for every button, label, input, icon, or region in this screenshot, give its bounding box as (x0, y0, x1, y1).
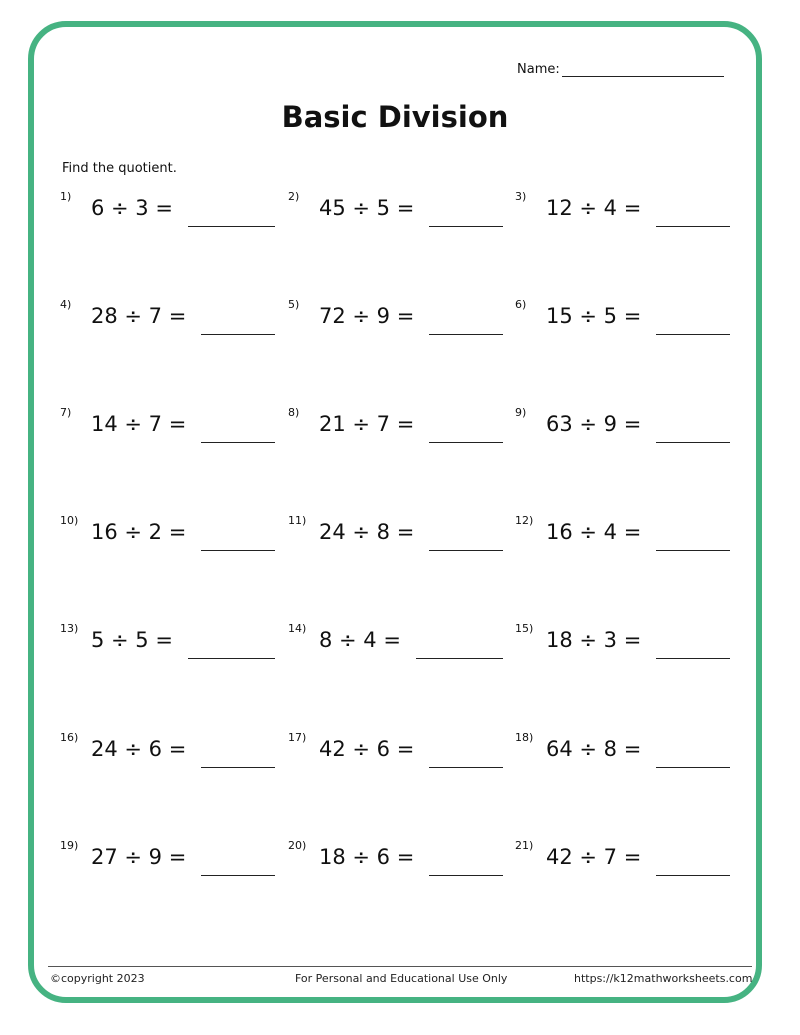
problem-17 (288, 731, 504, 771)
problem-expression: 8 ÷ 4 = (319, 628, 401, 652)
problem-expression: 18 ÷ 3 = (546, 628, 642, 652)
problem-5 (288, 298, 504, 338)
problem-18 (515, 731, 731, 771)
problem-expression: 6 ÷ 3 = (91, 196, 173, 220)
problem-number: 9) (515, 406, 527, 419)
problem-expression: 16 ÷ 2 = (91, 520, 187, 544)
problem-number: 13) (60, 622, 79, 635)
footer-copyright: ©copyright 2023 (50, 972, 145, 985)
answer-blank[interactable] (429, 767, 503, 768)
worksheet-title: Basic Division (281, 100, 509, 134)
problem-number: 19) (60, 839, 79, 852)
problem-12 (515, 514, 731, 554)
problem-number: 7) (60, 406, 72, 419)
answer-blank[interactable] (656, 875, 730, 876)
answer-blank[interactable] (201, 442, 275, 443)
name-blank[interactable] (562, 63, 724, 77)
problem-expression: 45 ÷ 5 = (319, 196, 415, 220)
problem-expression: 5 ÷ 5 = (91, 628, 173, 652)
problem-10 (60, 514, 276, 554)
problem-number: 21) (515, 839, 534, 852)
answer-blank[interactable] (656, 550, 730, 551)
answer-blank[interactable] (656, 658, 730, 659)
problem-number: 20) (288, 839, 307, 852)
name-label: Name: (517, 62, 560, 77)
name-field[interactable] (517, 62, 724, 77)
answer-blank[interactable] (188, 226, 275, 227)
problem-1 (60, 190, 276, 230)
problem-6 (515, 298, 731, 338)
problem-3 (515, 190, 731, 230)
problem-4 (60, 298, 276, 338)
problem-expression: 21 ÷ 7 = (319, 412, 415, 436)
answer-blank[interactable] (429, 550, 503, 551)
problem-19 (60, 839, 276, 879)
problem-number: 12) (515, 514, 534, 527)
answer-blank[interactable] (429, 334, 503, 335)
problem-14 (288, 622, 504, 662)
answer-blank[interactable] (201, 550, 275, 551)
problem-21 (515, 839, 731, 879)
problem-expression: 72 ÷ 9 = (319, 304, 415, 328)
problem-15 (515, 622, 731, 662)
problem-number: 2) (288, 190, 300, 203)
problem-number: 18) (515, 731, 534, 744)
problem-9 (515, 406, 731, 446)
problem-expression: 24 ÷ 8 = (319, 520, 415, 544)
answer-blank[interactable] (656, 226, 730, 227)
problem-number: 11) (288, 514, 307, 527)
problem-expression: 15 ÷ 5 = (546, 304, 642, 328)
answer-blank[interactable] (201, 875, 275, 876)
answer-blank[interactable] (201, 334, 275, 335)
answer-blank[interactable] (416, 658, 503, 659)
instructions: Find the quotient. (62, 161, 177, 176)
problem-number: 14) (288, 622, 307, 635)
problem-number: 6) (515, 298, 527, 311)
problem-number: 10) (60, 514, 79, 527)
problem-number: 3) (515, 190, 527, 203)
problem-number: 4) (60, 298, 72, 311)
problem-expression: 16 ÷ 4 = (546, 520, 642, 544)
footer-url: https://k12mathworksheets.com (574, 972, 753, 985)
problem-8 (288, 406, 504, 446)
problem-expression: 18 ÷ 6 = (319, 845, 415, 869)
answer-blank[interactable] (656, 767, 730, 768)
problem-expression: 42 ÷ 6 = (319, 737, 415, 761)
problem-expression: 28 ÷ 7 = (91, 304, 187, 328)
problem-expression: 42 ÷ 7 = (546, 845, 642, 869)
problem-expression: 27 ÷ 9 = (91, 845, 187, 869)
answer-blank[interactable] (201, 767, 275, 768)
answer-blank[interactable] (429, 226, 503, 227)
problem-number: 15) (515, 622, 534, 635)
footer-usage: For Personal and Educational Use Only (295, 972, 508, 985)
problem-expression: 64 ÷ 8 = (546, 737, 642, 761)
problem-expression: 63 ÷ 9 = (546, 412, 642, 436)
footer-divider (48, 966, 752, 967)
answer-blank[interactable] (429, 442, 503, 443)
problem-expression: 24 ÷ 6 = (91, 737, 187, 761)
answer-blank[interactable] (656, 334, 730, 335)
problem-number: 16) (60, 731, 79, 744)
problem-number: 17) (288, 731, 307, 744)
problem-number: 5) (288, 298, 300, 311)
problem-2 (288, 190, 504, 230)
answer-blank[interactable] (429, 875, 503, 876)
problem-number: 1) (60, 190, 72, 203)
problem-11 (288, 514, 504, 554)
problem-16 (60, 731, 276, 771)
problem-7 (60, 406, 276, 446)
problem-expression: 14 ÷ 7 = (91, 412, 187, 436)
problem-20 (288, 839, 504, 879)
problem-expression: 12 ÷ 4 = (546, 196, 642, 220)
answer-blank[interactable] (656, 442, 730, 443)
problem-13 (60, 622, 276, 662)
problem-number: 8) (288, 406, 300, 419)
answer-blank[interactable] (188, 658, 275, 659)
